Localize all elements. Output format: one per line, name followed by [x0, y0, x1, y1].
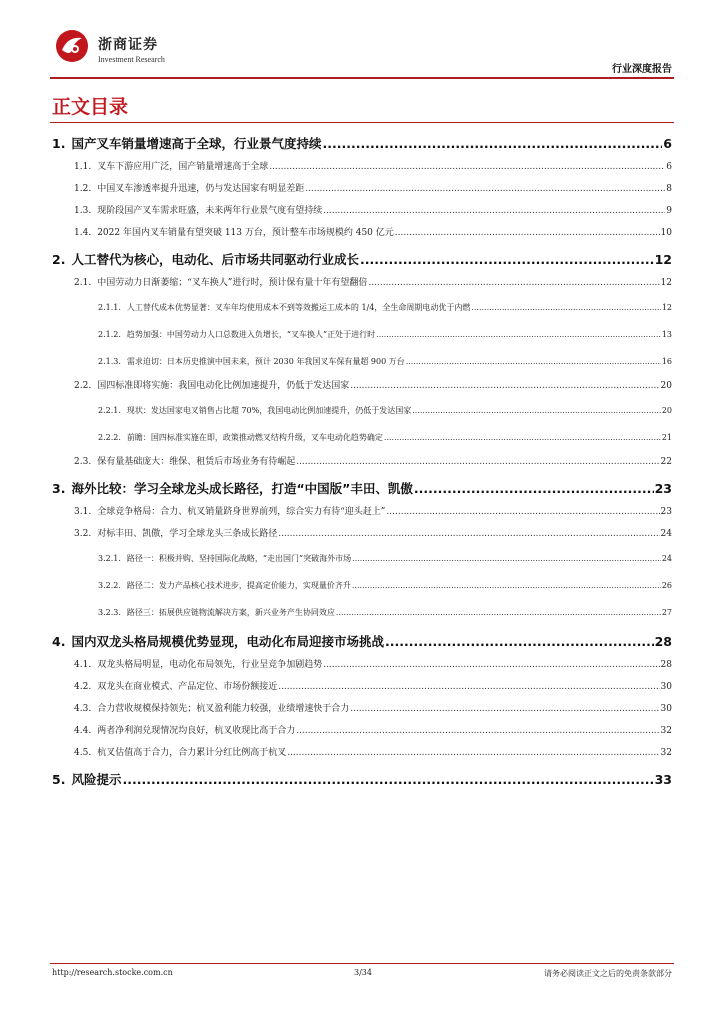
toc-entry-page: 24 [661, 554, 672, 563]
toc-entry[interactable] [52, 200, 672, 222]
toc-entry-title [98, 294, 470, 321]
toc-entry-number: 3.2.1. [98, 554, 121, 563]
toc-leader-dots [323, 200, 665, 222]
toc-entry[interactable] [52, 178, 672, 200]
toc-entry-text: 中国劳动力日渐萎缩；“叉车换人”进行时，预计保有量十年有望翻倍 [97, 278, 368, 288]
toc-leader-dots [350, 698, 659, 720]
toc-entry-page: 16 [661, 357, 672, 366]
toc-entry-number: 2.1.3. [98, 357, 121, 366]
toc-entry-text: 两者净利润兑现情况均良好，杭叉收现比高于合力 [97, 726, 296, 736]
toc-leader-dots [305, 178, 665, 200]
toc-leader-dots [386, 501, 659, 523]
toc-leader-dots [278, 676, 659, 698]
toc-entry[interactable] [52, 698, 672, 720]
toc-entry-text: 中国叉车渗透率提升迅速，仍与发达国家有明显差距 [97, 184, 305, 194]
toc-entry-title [74, 375, 349, 397]
toc-entry[interactable] [52, 720, 672, 742]
toc-entry-title [74, 698, 349, 720]
toc-entry-number: 2. [52, 252, 66, 267]
toc-entry[interactable] [52, 545, 672, 572]
toc-entry-text: 风险提示 [71, 772, 122, 787]
toc-entry-page: 8 [666, 184, 672, 194]
toc-entry[interactable] [52, 501, 672, 523]
toc-entry[interactable] [52, 424, 672, 451]
toc-entry-text: 全球竞争格局：合力、杭叉销量跻身世界前列，综合实力有待“迎头赶上” [97, 507, 386, 517]
toc-entry-title [74, 156, 268, 178]
toc-entry-text: 杭叉估值高于合力，合力累计分红比例高于杭叉 [97, 748, 287, 758]
toc-entry-text: 合力营收规模保持领先；杭叉盈利能力较强，业绩增速快于合力 [97, 704, 350, 714]
toc-entry-number: 3.1. [74, 507, 92, 517]
report-type-label: 行业深度报告 [612, 64, 672, 75]
toc-entry[interactable] [52, 348, 672, 375]
footer-page-indicator: 3/34 [354, 968, 372, 977]
toc-entry[interactable] [52, 742, 672, 764]
brand-name-cn: 浙商证券 [98, 37, 158, 53]
toc-entry-number: 2.1. [74, 278, 92, 288]
toc-entry-text: 双龙头在商业模式、产品定位、市场份额接近 [97, 682, 278, 692]
toc-entry-number: 4.1. [74, 660, 92, 670]
toc-leader-dots [336, 599, 661, 626]
toc-entry-title [74, 676, 277, 698]
toc-entry-page: 12 [661, 303, 672, 312]
toc-leader-dots [376, 321, 661, 348]
toc-entry-number: 3. [52, 481, 66, 496]
toc-entry-page: 27 [661, 608, 672, 617]
toc-entry-text: 趋势加强：中国劳动力人口总数进入负增长，“叉车换人”正处于进行时 [126, 330, 376, 339]
toc-leader-dots [296, 451, 659, 473]
toc-entry[interactable] [52, 572, 672, 599]
toc-entry[interactable] [52, 654, 672, 676]
toc-entry-text: 前瞻：国四标准实施在即，政策推动燃叉结构升级，叉车电动化趋势确定 [126, 433, 383, 442]
toc-leader-dots [471, 294, 660, 321]
toc-entry-number: 4.2. [74, 682, 92, 692]
toc-entry-number: 2.1.2. [98, 330, 121, 339]
toc-entry-number: 2.2.1. [98, 406, 121, 415]
toc-entry-title [98, 572, 351, 599]
toc-title: 正文目录 [52, 96, 129, 118]
toc-entry-text: 人工替代为核心，电动化、后市场共同驱动行业成长 [71, 252, 359, 267]
toc-entry-title [98, 348, 405, 375]
toc-leader-dots [352, 545, 661, 572]
toc-entry-number: 4.5. [74, 748, 92, 758]
toc-entry-page: 21 [661, 433, 672, 442]
toc-entry-title [74, 178, 304, 200]
toc-entry-title [52, 477, 413, 501]
toc-leader-dots [368, 272, 659, 294]
toc-entry[interactable] [52, 375, 672, 397]
toc-entry-page: 13 [661, 330, 672, 339]
toc-leader-dots [278, 523, 659, 545]
toc-entry-title [52, 248, 359, 272]
toc-leader-dots [323, 654, 659, 676]
toc-entry-number: 4.3. [74, 704, 92, 714]
toc-entry[interactable] [52, 222, 672, 244]
brand-logo-icon [54, 28, 90, 64]
toc-entry-title [74, 720, 295, 742]
toc-entry-page: 6 [663, 136, 672, 151]
toc-entry-page: 20 [660, 381, 672, 391]
toc-entry[interactable] [52, 451, 672, 473]
toc-entry[interactable] [52, 768, 672, 792]
toc-entry[interactable] [52, 272, 672, 294]
toc-entry-title [98, 599, 335, 626]
toc-entry-text: 保有量基础庞大：维保、租赁后市场业务有待崛起 [97, 457, 296, 467]
toc-entry-page: 28 [654, 634, 672, 649]
toc-entry-number: 3.2.2. [98, 581, 121, 590]
toc-leader-dots [412, 397, 661, 424]
toc-entry[interactable] [52, 599, 672, 626]
toc-leader-dots [360, 248, 654, 272]
toc-entry-title [52, 630, 384, 654]
toc-entry-title [98, 321, 375, 348]
toc-entry-number: 1.3. [74, 206, 92, 216]
toc-entry-text: 路径一：积极并购、坚持国际化战略，“走出国门”突破海外市场 [126, 554, 352, 563]
toc-leader-dots [296, 720, 659, 742]
toc-leader-dots [350, 375, 659, 397]
toc-entry-page: 26 [661, 581, 672, 590]
toc-leader-dots [414, 477, 654, 501]
toc-entry-number: 3.2. [74, 529, 92, 539]
toc-entry-number: 1.1. [74, 162, 92, 172]
toc-entry-page: 23 [654, 481, 672, 496]
page-header [50, 22, 674, 80]
toc-entry[interactable] [52, 523, 672, 545]
toc-entry-text: 叉车下游应用广泛，国产销量增速高于全球 [97, 162, 269, 172]
toc-entry-page: 30 [660, 682, 672, 692]
toc-entry-text: 国产叉车销量增速高于全球，行业景气度持续 [71, 136, 322, 151]
toc-entry-title [74, 742, 286, 764]
toc-entry-text: 现状：发达国家电叉销售占比超 70%，我国电动比例加速提升，仍低于发达国家 [126, 406, 412, 415]
toc-entry-number: 5. [52, 772, 66, 787]
toc-entry-number: 4. [52, 634, 66, 649]
toc-entry-title [74, 200, 322, 222]
toc-entry-text: 人工替代成本优势显著：叉车年均使用成本不到等效搬运工成本的 1/4，全生命周期电动优于内燃 [126, 303, 471, 312]
toc-entry-page: 28 [660, 660, 672, 670]
toc-leader-dots [352, 572, 661, 599]
toc-leader-dots [122, 768, 653, 792]
toc-entry-text: 海外比较：学习全球龙头成长路径，打造“中国版”丰田、凯傲 [71, 481, 413, 496]
toc-entry-number: 3.2.3. [98, 608, 121, 617]
toc-entry[interactable] [52, 477, 672, 501]
toc-entry-title [74, 654, 322, 676]
toc-entry-page: 12 [654, 252, 672, 267]
toc-leader-dots [385, 630, 654, 654]
toc-entry-text: 现阶段国产叉车需求旺盛，未来两年行业景气度有望持续 [97, 206, 323, 216]
toc-entry-number: 2.3. [74, 457, 92, 467]
toc-entry-text: 对标丰田、凯傲，学习全球龙头三条成长路径 [97, 529, 278, 539]
toc-entry-text: 2022 年国内叉车销量有望突破 113 万台，预计整车市场规模约 450 亿元 [97, 228, 394, 238]
brand-name-en: Investment Research [98, 55, 165, 64]
toc-entry-page: 24 [660, 529, 672, 539]
toc-entry-text: 路径二：发力产品核心技术进步，提高定价能力，实现量价齐升 [126, 581, 351, 590]
toc-leader-dots [395, 222, 660, 244]
toc-entry-title [98, 424, 383, 451]
table-of-contents [52, 128, 672, 792]
toc-entry-page: 12 [660, 278, 672, 288]
toc-entry-title [52, 768, 121, 792]
toc-entry-text: 路径三：拓展供应链物流解决方案，新兴业务产生协同效应 [126, 608, 335, 617]
toc-leader-dots [384, 424, 661, 451]
toc-leader-dots [287, 742, 659, 764]
toc-entry-title [74, 222, 394, 244]
toc-entry-number: 1.4. [74, 228, 92, 238]
footer-disclaimer: 请务必阅读正文之后的免责条款部分 [544, 969, 672, 978]
toc-entry-number: 2.1.1. [98, 303, 121, 312]
toc-leader-dots [269, 156, 665, 178]
toc-entry[interactable] [52, 630, 672, 654]
toc-entry-text: 双龙头格局明显，电动化布局领先，行业呈竞争加剧趋势 [97, 660, 323, 670]
toc-entry-page: 10 [660, 228, 672, 238]
toc-entry[interactable] [52, 132, 672, 156]
toc-entry-title [74, 501, 385, 523]
toc-entry-page: 22 [660, 457, 672, 467]
footer-divider [50, 963, 674, 964]
toc-entry-page: 32 [660, 726, 672, 736]
toc-entry[interactable] [52, 676, 672, 698]
toc-entry-title [74, 451, 295, 473]
toc-entry-page: 9 [666, 206, 672, 216]
toc-entry-page: 33 [654, 772, 672, 787]
toc-entry-text: 国内双龙头格局规模优势显现，电动化布局迎接市场挑战 [71, 634, 384, 649]
toc-entry[interactable] [52, 156, 672, 178]
toc-entry-number: 2.2.2. [98, 433, 121, 442]
toc-entry[interactable] [52, 321, 672, 348]
toc-entry-title [74, 523, 277, 545]
toc-entry-text: 国四标准即将实施：我国电动化比例加速提升，仍低于发达国家 [97, 381, 350, 391]
toc-entry-title [74, 272, 367, 294]
toc-entry-number: 2.2. [74, 381, 92, 391]
toc-entry[interactable] [52, 248, 672, 272]
toc-entry-page: 32 [660, 748, 672, 758]
toc-entry-number: 1. [52, 136, 66, 151]
toc-entry-page: 30 [660, 704, 672, 714]
toc-entry[interactable] [52, 397, 672, 424]
header-divider [50, 77, 674, 79]
toc-entry-number: 4.4. [74, 726, 92, 736]
toc-leader-dots [406, 348, 661, 375]
toc-entry[interactable] [52, 294, 672, 321]
toc-entry-text: 需求迫切：日本历史推演中国未来，预计 2030 年我国叉车保有量超 900 万台 [126, 357, 405, 366]
toc-entry-title [98, 397, 411, 424]
toc-entry-title [52, 132, 321, 156]
toc-entry-page: 20 [661, 406, 672, 415]
toc-leader-dots [322, 132, 662, 156]
toc-entry-page: 6 [666, 162, 672, 172]
toc-entry-number: 1.2. [74, 184, 92, 194]
toc-entry-page: 23 [660, 507, 672, 517]
title-divider [50, 122, 674, 123]
footer-url[interactable]: http://research.stocke.com.cn [52, 968, 173, 977]
toc-entry-title [98, 545, 351, 572]
